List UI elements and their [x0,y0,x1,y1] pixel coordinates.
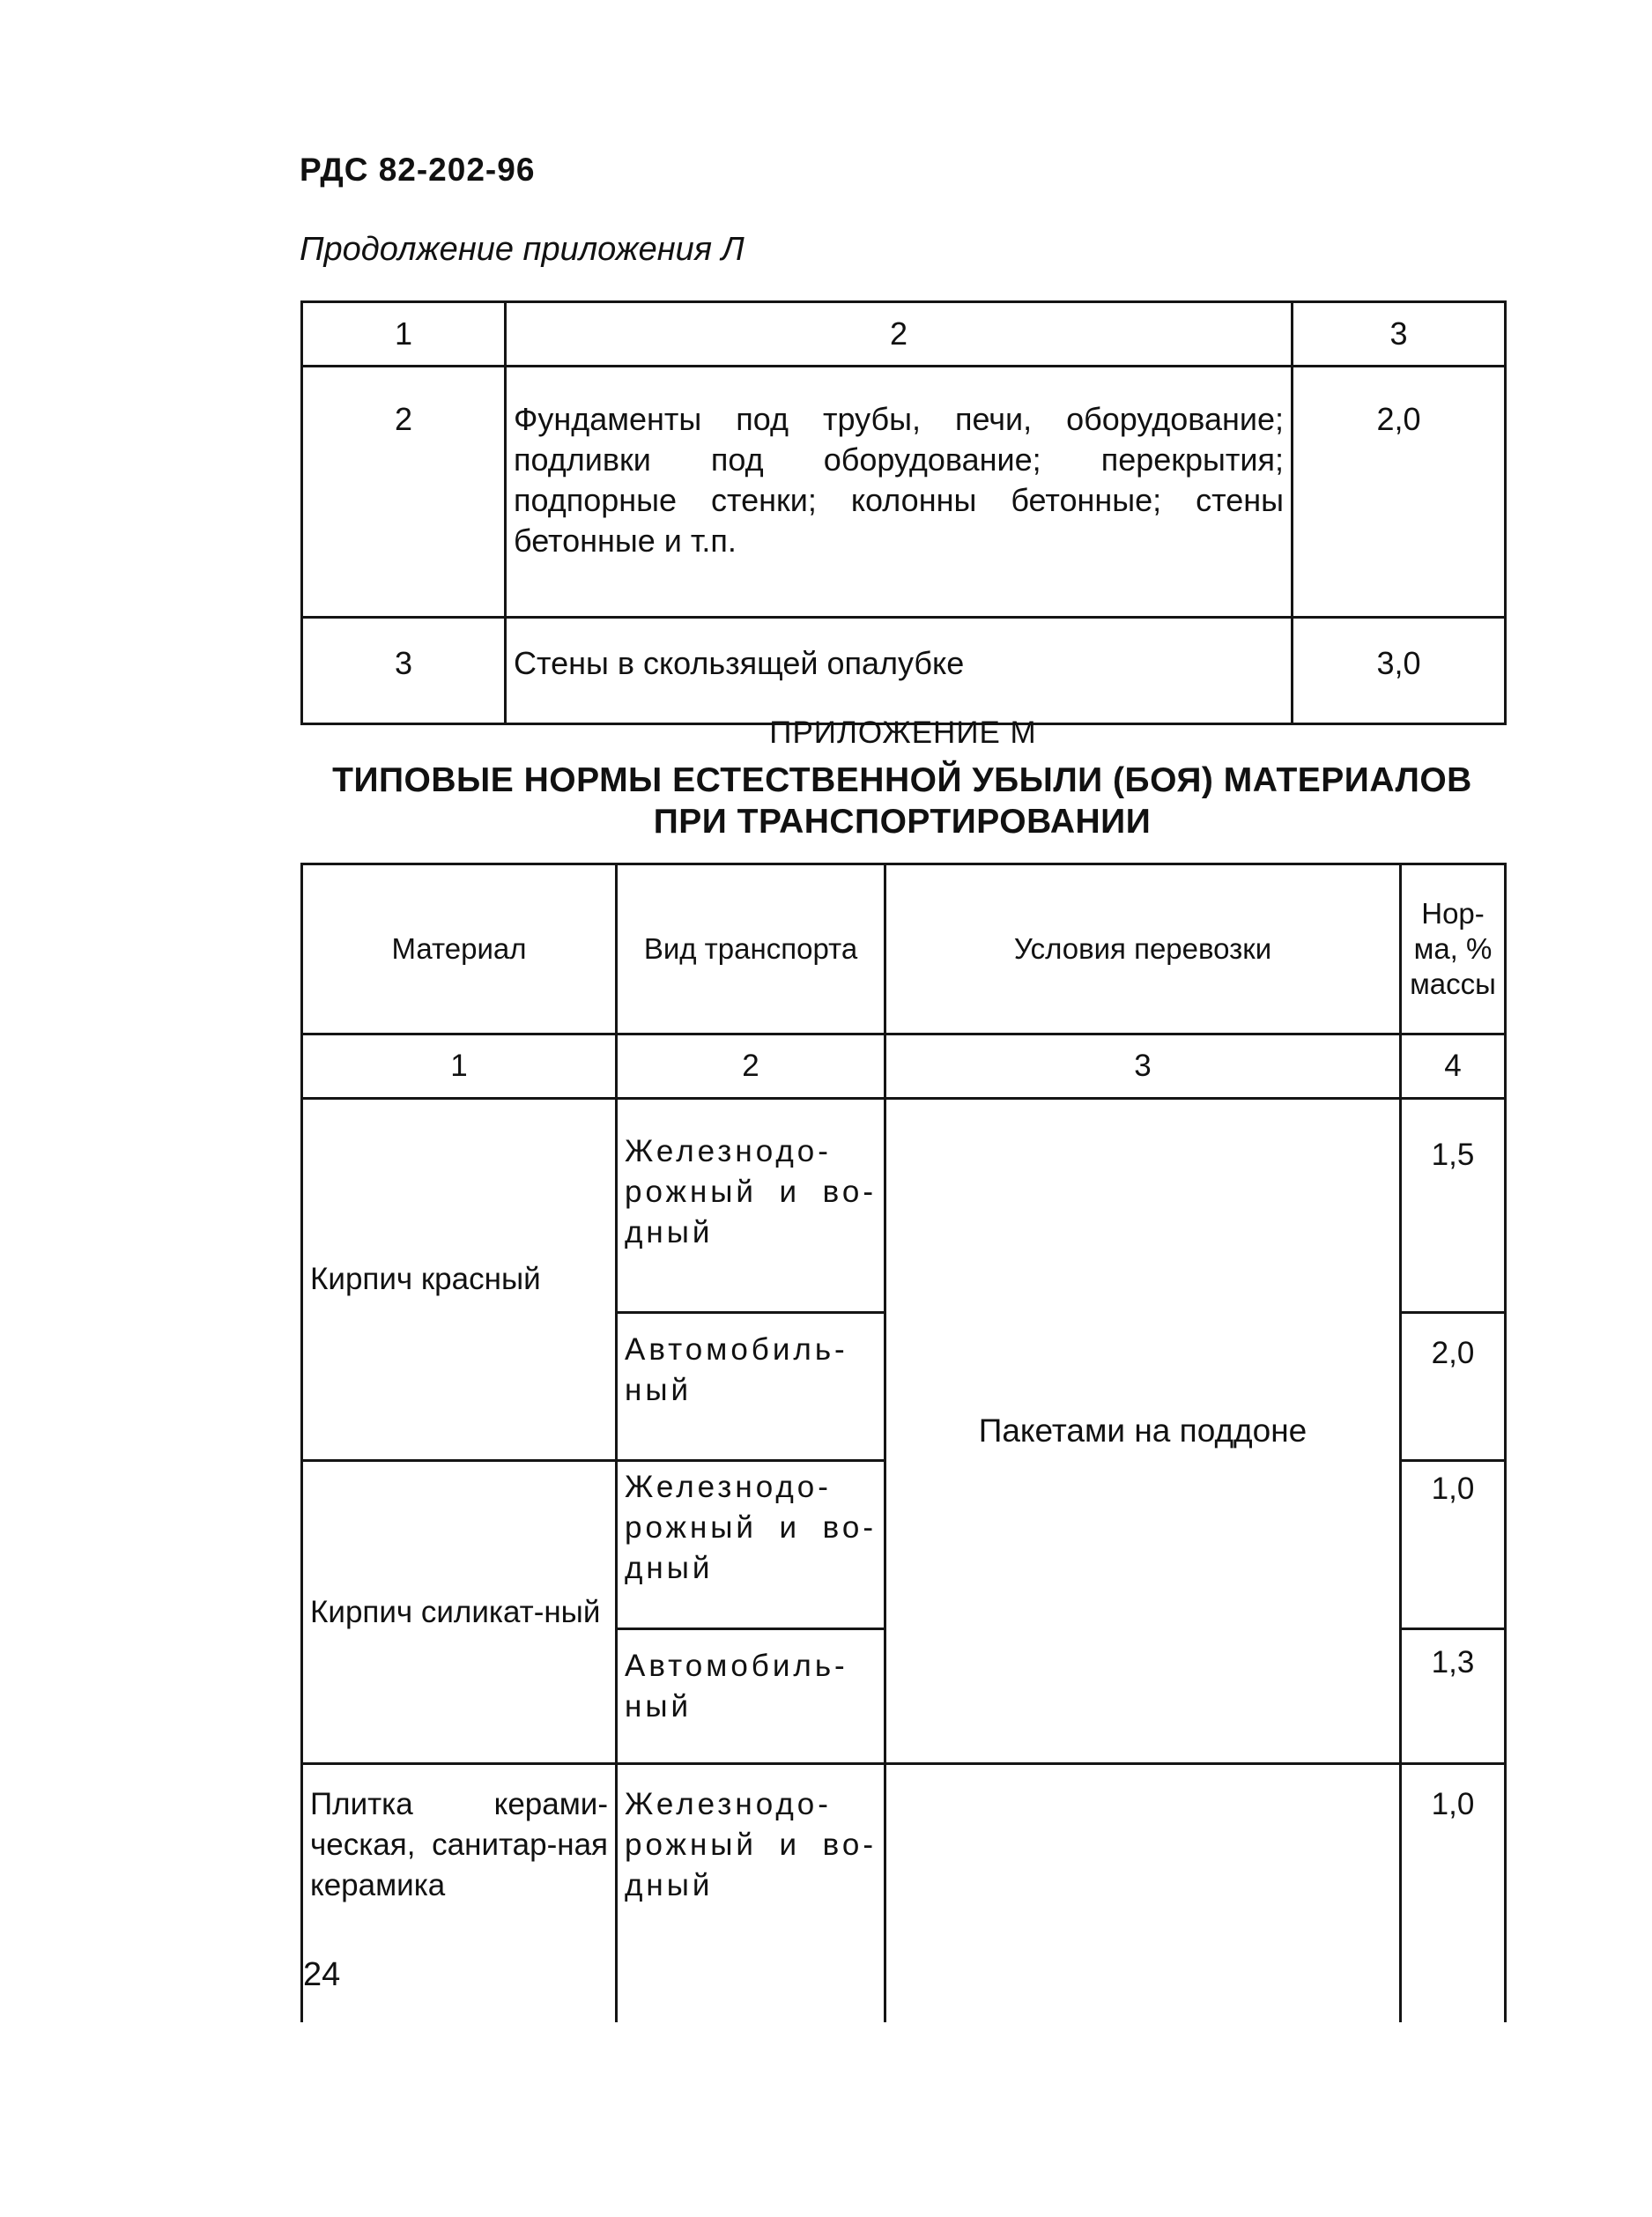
row-value: 3,0 [1293,618,1506,724]
appendix-title [300,760,1504,842]
column-numbers-row [302,1034,1506,1099]
header-conditions: Условия перевозки [885,864,1401,1034]
continuation-caption: Продолжение приложения Л [300,231,745,268]
header-material: Материал [302,864,617,1034]
transport-cell: Железнодо-рожный и во-дный [617,1099,885,1313]
column-number-4: 4 [1401,1034,1506,1099]
header-transport: Вид транспорта [617,864,885,1034]
document-code: РДС 82-202-96 [300,152,536,188]
norms-header-row [302,864,1506,1034]
row-description: Стены в скользящей опалубке [506,618,1293,724]
conditions-cell: Пакетами на поддоне [885,1099,1401,1764]
header-cell-3: 3 [1293,302,1506,367]
table-row [302,1764,1506,2023]
material-cell: Кирпич красный [302,1099,617,1461]
norm-cell: 1,3 [1401,1629,1506,1764]
norm-cell: 2,0 [1401,1313,1506,1461]
row-value: 2,0 [1293,367,1506,618]
transport-cell: Автомобиль-ный [617,1629,885,1764]
transport-cell: Железнодо-рожный и во-дный [617,1461,885,1629]
table-header-row [302,302,1506,367]
material-cell: Кирпич силикат-ный [302,1461,617,1764]
conditions-cell-empty [885,1764,1401,2023]
header-cell-1: 1 [302,302,506,367]
column-number-3: 3 [885,1034,1401,1099]
table-row [302,1099,1506,1313]
row-number: 3 [302,618,506,724]
appendix-label: ПРИЛОЖЕНИЕ М [769,716,1037,750]
header-cell-2: 2 [506,302,1293,367]
appendix-title-line-1: ТИПОВЫЕ НОРМЫ ЕСТЕСТВЕННОЙ УБЫЛИ (БОЯ) МАТЕРИАЛОВ [332,761,1472,799]
row-number: 2 [302,367,506,618]
continuation-table [300,300,1507,725]
header-norm: Нор-ма, % массы [1401,864,1506,1034]
column-number-1: 1 [302,1034,617,1099]
table-row [302,367,1506,618]
material-cell: Плитка керами-ческая, санитар-ная керамика [302,1764,617,2023]
appendix-title-line-2: ПРИ ТРАНСПОРТИРОВАНИИ [653,803,1152,841]
transport-cell: Автомобиль-ный [617,1313,885,1461]
norm-cell: 1,0 [1401,1764,1506,2023]
table-row [302,618,1506,724]
column-number-2: 2 [617,1034,885,1099]
norm-cell: 1,5 [1401,1099,1506,1313]
norms-table [300,863,1507,2022]
norm-cell: 1,0 [1401,1461,1506,1629]
transport-cell: Железнодо-рожный и во-дный [617,1764,885,2023]
row-description: Фундаменты под трубы, печи, оборудование; подливки под оборудование; перекрытия; подпорные стенки; колонны бетонные; стены бетонные и т.п. [506,367,1293,618]
page-number: 24 [303,1956,341,1993]
